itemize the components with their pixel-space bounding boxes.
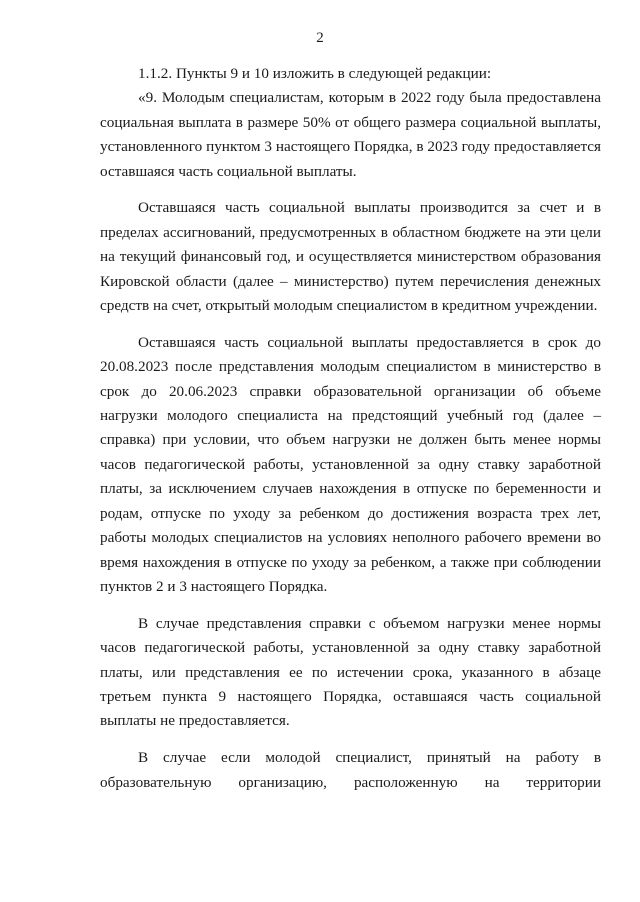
- paragraph-continued: В случае если молодой специалист, принятый на работу в образовательную организацию, расположенную на территории: [100, 749, 601, 791]
- paragraph-deadline: Оставшаяся часть социальной выплаты предоставляется в срок до 20.08.2023 после представления молодым специалистом в министерство в срок до 20.06.2023 справки образовательной организации об объеме нагрузки молодого специалиста на предстоящий учебный год (далее – справка) при условии, что объем нагрузки не должен быть менее нормы часов педагогической работы, установленной за одну ставку заработной платы, за исключением случаев нахождения в отпуске по беременности и родам, отпуске по уходу за ребенком до достижения возраста трех лет, работы молодых специалистов на условиях неполного рабочего времени во время нахождения в отпуске по уходу за ребенком, а также при соблюдении пунктов 2 и 3 настоящего Порядка.: [100, 333, 601, 595]
- paragraph-item-9: «9. Молодым специалистам, которым в 2022 году была предоставлена социальная выплата в размере 50% от общего размера социальной выплаты, установленного пунктом 3 настоящего Порядка, в 2023 году предоставляется оставшаяся часть социальной выплаты.: [100, 89, 601, 180]
- paragraph-funding: Оставшаяся часть социальной выплаты производится за счет и в пределах ассигнований, предусмотренных в областном бюджете на эти цели на текущий финансовый год, и осуществляется министерством образования Кировской области (далее – министерство) путем перечисления денежных средств на счет, открытый молодым специалистом в кредитном учреждении.: [100, 199, 601, 315]
- paragraph-refusal: В случае представления справки с объемом нагрузки менее нормы часов педагогической работы, установленной за одну ставку заработной платы, или представления ее по истечении срока, указанного в абзаце третьем пункта 9 настоящего Порядка, оставшаяся часть социальной выплаты не предоставляется.: [100, 614, 601, 730]
- paragraph-intro: 1.1.2. Пункты 9 и 10 изложить в следующей редакции:: [138, 65, 492, 82]
- document-body: [100, 62, 601, 795]
- page-number: 2: [316, 30, 324, 46]
